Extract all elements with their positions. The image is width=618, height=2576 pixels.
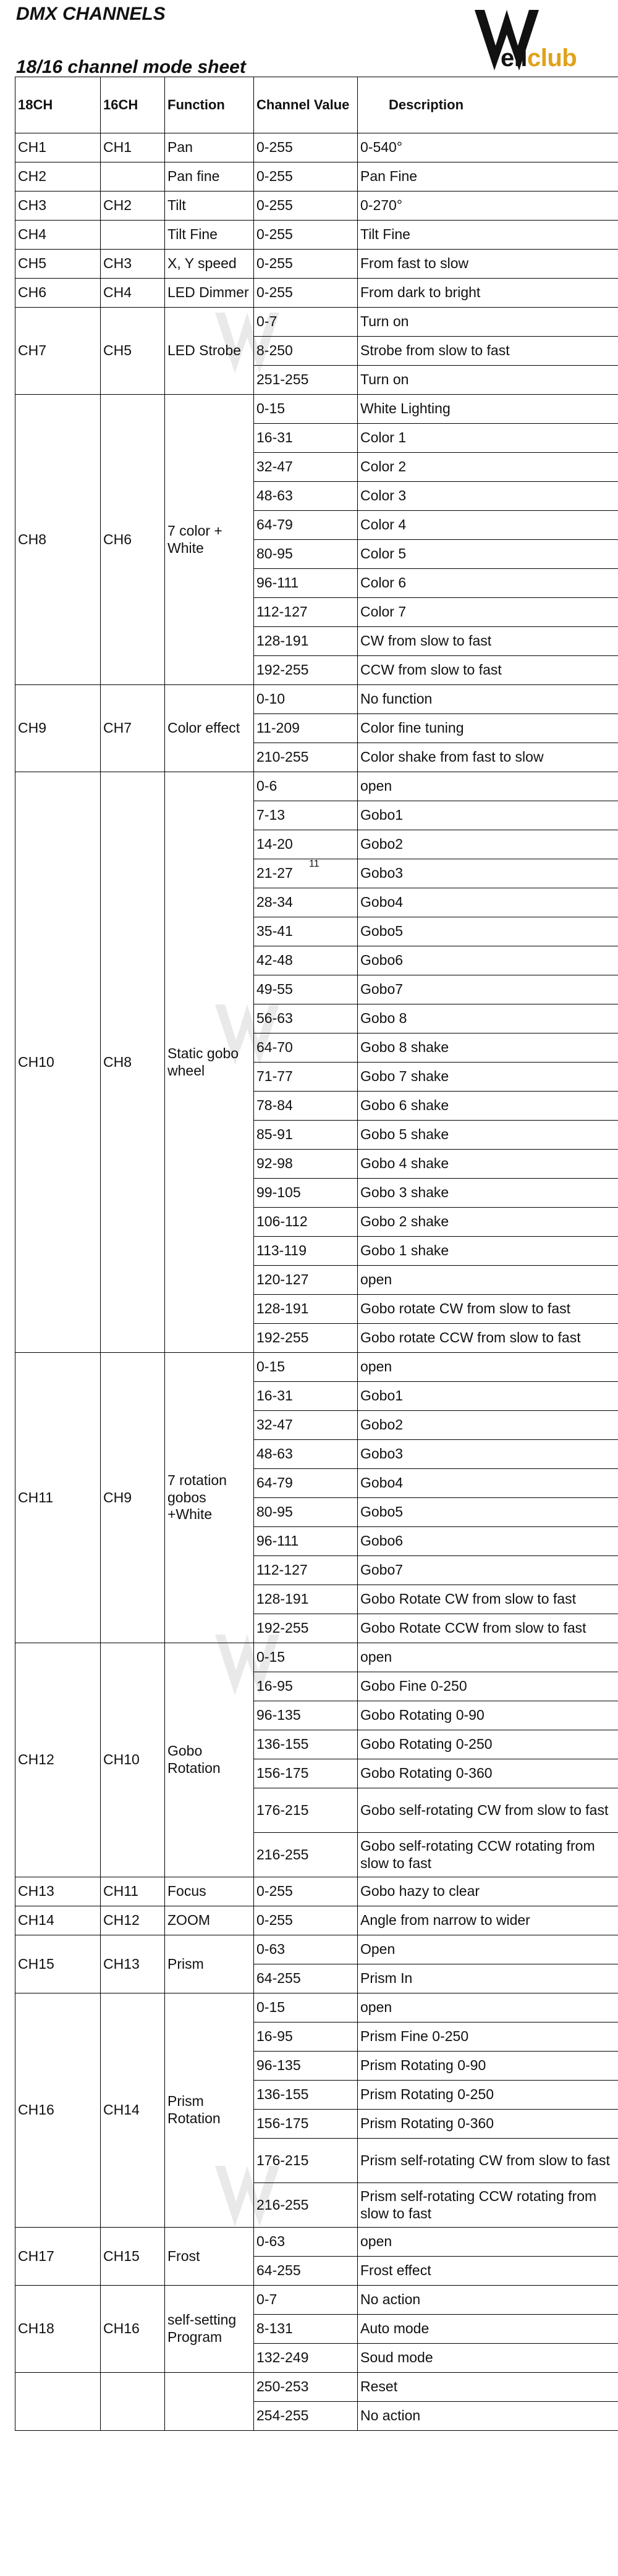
table-row <box>15 1877 618 1906</box>
cell-description: Turn on <box>358 308 618 337</box>
cell-18ch: CH7 <box>15 308 101 395</box>
cell-description: Gobo 7 shake <box>358 1063 618 1092</box>
cell-channel-value: 64-255 <box>254 2257 358 2286</box>
cell-description: Prism In <box>358 1964 618 1993</box>
cell-18ch: CH10 <box>15 772 101 1353</box>
cell-channel-value: 0-7 <box>254 308 358 337</box>
cell-channel-value: 128-191 <box>254 1295 358 1324</box>
cell-description: Gobo Rotating 0-90 <box>358 1701 618 1730</box>
cell-channel-value: 0-255 <box>254 133 358 162</box>
col-header-18ch: 18CH <box>15 77 101 133</box>
cell-function: Gobo Rotation <box>165 1643 254 1877</box>
cell-description: Gobo rotate CW from slow to fast <box>358 1295 618 1324</box>
cell-description: Gobo 1 shake <box>358 1237 618 1266</box>
cell-description: Tilt Fine <box>358 221 618 250</box>
cell-function: 7 rotation gobos +White <box>165 1353 254 1643</box>
cell-channel-value: 132-249 <box>254 2344 358 2373</box>
cell-description: 0-540° <box>358 133 618 162</box>
cell-16ch: CH11 <box>101 1877 165 1906</box>
cell-channel-value: 64-79 <box>254 511 358 540</box>
cell-description: Gobo 6 shake <box>358 1092 618 1121</box>
cell-18ch: CH4 <box>15 221 101 250</box>
cell-channel-value: 192-255 <box>254 1324 358 1353</box>
cell-18ch: CH9 <box>15 685 101 772</box>
cell-description: open <box>358 772 618 801</box>
document-title: DMX CHANNELS <box>16 4 166 24</box>
cell-description: Gobo 3 shake <box>358 1179 618 1208</box>
cell-channel-value: 0-255 <box>254 221 358 250</box>
cell-description: Gobo2 <box>358 1411 618 1440</box>
cell-description: Gobo 8 <box>358 1004 618 1033</box>
cell-channel-value: 16-95 <box>254 2022 358 2052</box>
cell-18ch: CH18 <box>15 2286 101 2373</box>
cell-channel-value: 21-27 <box>254 859 358 888</box>
cell-channel-value: 136-155 <box>254 2081 358 2110</box>
cell-channel-value: 0-15 <box>254 1993 358 2022</box>
col-header-description: Description <box>358 77 618 133</box>
cell-16ch: CH8 <box>101 772 165 1353</box>
cell-description: Auto mode <box>358 2315 618 2344</box>
cell-function: Prism <box>165 1935 254 1993</box>
cell-function: Focus <box>165 1877 254 1906</box>
cell-description: From dark to bright <box>358 279 618 308</box>
cell-channel-value: 49-55 <box>254 975 358 1004</box>
cell-channel-value: 0-10 <box>254 685 358 714</box>
cell-description: Prism Rotating 0-250 <box>358 2081 618 2110</box>
cell-description: open <box>358 2228 618 2257</box>
cell-channel-value: 0-255 <box>254 1877 358 1906</box>
cell-18ch: CH5 <box>15 250 101 279</box>
cell-16ch <box>101 2373 165 2431</box>
cell-description: Reset <box>358 2373 618 2402</box>
cell-16ch: CH10 <box>101 1643 165 1877</box>
cell-channel-value: 112-127 <box>254 1556 358 1585</box>
cell-channel-value: 192-255 <box>254 656 358 685</box>
col-header-channel-value: Channel Value <box>254 77 358 133</box>
cell-description: Gobo Rotating 0-360 <box>358 1759 618 1788</box>
cell-channel-value: 192-255 <box>254 1614 358 1643</box>
cell-description: Gobo2 <box>358 830 618 859</box>
cell-18ch: CH1 <box>15 133 101 162</box>
cell-description: CCW from slow to fast <box>358 656 618 685</box>
cell-description: Prism Rotating 0-360 <box>358 2110 618 2139</box>
cell-16ch: CH5 <box>101 308 165 395</box>
table-row <box>15 221 618 250</box>
cell-description: Angle from narrow to wider <box>358 1906 618 1935</box>
table-row <box>15 772 618 801</box>
cell-channel-value: 64-79 <box>254 1469 358 1498</box>
cell-function: 7 color + White <box>165 395 254 685</box>
cell-channel-value: 16-31 <box>254 424 358 453</box>
cell-description: Color 1 <box>358 424 618 453</box>
cell-channel-value: 80-95 <box>254 1498 358 1527</box>
cell-16ch: CH13 <box>101 1935 165 1993</box>
cell-channel-value: 216-255 <box>254 1833 358 1877</box>
cell-function: X, Y speed <box>165 250 254 279</box>
cell-channel-value: 0-15 <box>254 1643 358 1672</box>
cell-description: Gobo6 <box>358 1527 618 1556</box>
cell-channel-value: 0-15 <box>254 395 358 424</box>
cell-description: Color shake from fast to slow <box>358 743 618 772</box>
table-row <box>15 685 618 714</box>
dmx-channel-table <box>15 77 618 2431</box>
cell-channel-value: 156-175 <box>254 2110 358 2139</box>
cell-18ch <box>15 2373 101 2431</box>
cell-channel-value: 254-255 <box>254 2402 358 2431</box>
cell-channel-value: 0-6 <box>254 772 358 801</box>
table-row <box>15 395 618 424</box>
cell-channel-value: 35-41 <box>254 917 358 946</box>
cell-18ch: CH12 <box>15 1643 101 1877</box>
document-subtitle: 18/16 channel mode sheet <box>16 57 246 77</box>
cell-description: Gobo hazy to clear <box>358 1877 618 1906</box>
cell-channel-value: 176-215 <box>254 2139 358 2183</box>
col-header-16ch: 16CH <box>101 77 165 133</box>
cell-16ch: CH4 <box>101 279 165 308</box>
table-row <box>15 1935 618 1964</box>
cell-channel-value: 128-191 <box>254 1585 358 1614</box>
cell-function: LED Dimmer <box>165 279 254 308</box>
cell-function: Prism Rotation <box>165 1993 254 2228</box>
cell-description: Gobo7 <box>358 1556 618 1585</box>
cell-function: Frost <box>165 2228 254 2286</box>
cell-channel-value: 0-255 <box>254 1906 358 1935</box>
cell-description: Gobo self-rotating CW from slow to fast <box>358 1788 618 1833</box>
brand-logo <box>470 6 618 74</box>
cell-channel-value: 64-70 <box>254 1033 358 1063</box>
cell-description: Gobo1 <box>358 801 618 830</box>
cell-channel-value: 32-47 <box>254 1411 358 1440</box>
cell-description: Gobo5 <box>358 1498 618 1527</box>
cell-channel-value: 96-111 <box>254 1527 358 1556</box>
cell-description: Gobo 2 shake <box>358 1208 618 1237</box>
cell-channel-value: 14-20 <box>254 830 358 859</box>
cell-function: Static gobo wheel <box>165 772 254 1353</box>
cell-channel-value: 0-7 <box>254 2286 358 2315</box>
table-row <box>15 308 618 337</box>
cell-channel-value: 0-255 <box>254 162 358 192</box>
cell-channel-value: 112-127 <box>254 598 358 627</box>
cell-16ch <box>101 162 165 192</box>
cell-channel-value: 96-111 <box>254 569 358 598</box>
table-header-row <box>15 77 618 133</box>
cell-channel-value: 16-95 <box>254 1672 358 1701</box>
cell-channel-value: 0-255 <box>254 250 358 279</box>
cell-description: Gobo4 <box>358 888 618 917</box>
cell-description: Gobo 5 shake <box>358 1121 618 1150</box>
cell-function: self-setting Program <box>165 2286 254 2373</box>
table-row <box>15 1993 618 2022</box>
cell-description: Gobo Rotate CW from slow to fast <box>358 1585 618 1614</box>
cell-description: Gobo1 <box>358 1382 618 1411</box>
cell-18ch: CH8 <box>15 395 101 685</box>
cell-channel-value: 0-255 <box>254 192 358 221</box>
cell-18ch: CH6 <box>15 279 101 308</box>
cell-channel-value: 32-47 <box>254 453 358 482</box>
cell-description: Gobo Rotating 0-250 <box>358 1730 618 1759</box>
cell-channel-value: 250-253 <box>254 2373 358 2402</box>
cell-channel-value: 80-95 <box>254 540 358 569</box>
cell-description: open <box>358 1266 618 1295</box>
cell-channel-value: 0-255 <box>254 279 358 308</box>
cell-description: Color 7 <box>358 598 618 627</box>
cell-description: Open <box>358 1935 618 1964</box>
cell-channel-value: 176-215 <box>254 1788 358 1833</box>
cell-channel-value: 11-209 <box>254 714 358 743</box>
cell-16ch: CH15 <box>101 2228 165 2286</box>
cell-channel-value: 113-119 <box>254 1237 358 1266</box>
table-row <box>15 250 618 279</box>
cell-description: Gobo6 <box>358 946 618 975</box>
cell-18ch: CH17 <box>15 2228 101 2286</box>
cell-description: Gobo self-rotating CCW rotating from slow to fast <box>358 1833 618 1877</box>
cell-description: 0-270° <box>358 192 618 221</box>
table-row <box>15 2373 618 2402</box>
cell-description: Prism Rotating 0-90 <box>358 2052 618 2081</box>
cell-16ch: CH7 <box>101 685 165 772</box>
cell-description: Strobe from slow to fast <box>358 337 618 366</box>
cell-description: White Lighting <box>358 395 618 424</box>
cell-channel-value: 48-63 <box>254 1440 358 1469</box>
cell-18ch: CH13 <box>15 1877 101 1906</box>
table-row <box>15 1353 618 1382</box>
cell-channel-value: 106-112 <box>254 1208 358 1237</box>
cell-16ch: CH6 <box>101 395 165 685</box>
cell-function: Color effect <box>165 685 254 772</box>
cell-channel-value: 136-155 <box>254 1730 358 1759</box>
cell-function: Tilt <box>165 192 254 221</box>
cell-description: Gobo rotate CCW from slow to fast <box>358 1324 618 1353</box>
cell-function <box>165 2373 254 2431</box>
cell-channel-value: 56-63 <box>254 1004 358 1033</box>
cell-description: Gobo7 <box>358 975 618 1004</box>
cell-function: Tilt Fine <box>165 221 254 250</box>
cell-description: Gobo4 <box>358 1469 618 1498</box>
table-row <box>15 1906 618 1935</box>
cell-channel-value: 251-255 <box>254 366 358 395</box>
cell-16ch: CH12 <box>101 1906 165 1935</box>
table-body <box>15 133 618 2431</box>
col-header-function: Function <box>165 77 254 133</box>
cell-description: Gobo Fine 0-250 <box>358 1672 618 1701</box>
cell-channel-value: 0-15 <box>254 1353 358 1382</box>
cell-channel-value: 78-84 <box>254 1092 358 1121</box>
cell-channel-value: 16-31 <box>254 1382 358 1411</box>
cell-description: Gobo5 <box>358 917 618 946</box>
cell-channel-value: 0-63 <box>254 1935 358 1964</box>
table-row <box>15 279 618 308</box>
table-row <box>15 162 618 192</box>
cell-description: open <box>358 1353 618 1382</box>
table-row <box>15 133 618 162</box>
cell-description: open <box>358 1643 618 1672</box>
cell-description: No action <box>358 2402 618 2431</box>
cell-description: Frost effect <box>358 2257 618 2286</box>
cell-description: Color 2 <box>358 453 618 482</box>
cell-channel-value: 0-63 <box>254 2228 358 2257</box>
cell-channel-value: 85-91 <box>254 1121 358 1150</box>
cell-channel-value: 71-77 <box>254 1063 358 1092</box>
cell-description: Prism Fine 0-250 <box>358 2022 618 2052</box>
cell-channel-value: 8-250 <box>254 337 358 366</box>
cell-description: Color 6 <box>358 569 618 598</box>
cell-channel-value: 8-131 <box>254 2315 358 2344</box>
cell-channel-value: 99-105 <box>254 1179 358 1208</box>
cell-channel-value: 92-98 <box>254 1150 358 1179</box>
table-row <box>15 2286 618 2315</box>
cell-channel-value: 48-63 <box>254 482 358 511</box>
cell-18ch: CH2 <box>15 162 101 192</box>
cell-description: Pan Fine <box>358 162 618 192</box>
cell-description: Color 5 <box>358 540 618 569</box>
cell-description: From fast to slow <box>358 250 618 279</box>
cell-channel-value: 210-255 <box>254 743 358 772</box>
cell-description: Turn on <box>358 366 618 395</box>
cell-function: Pan fine <box>165 162 254 192</box>
cell-channel-value: 128-191 <box>254 627 358 656</box>
cell-description: Gobo3 <box>358 859 618 888</box>
cell-description: No action <box>358 2286 618 2315</box>
cell-18ch: CH11 <box>15 1353 101 1643</box>
cell-description: Color 4 <box>358 511 618 540</box>
cell-16ch: CH2 <box>101 192 165 221</box>
cell-channel-value: 120-127 <box>254 1266 358 1295</box>
cell-16ch: CH1 <box>101 133 165 162</box>
cell-channel-value: 96-135 <box>254 2052 358 2081</box>
cell-description: No function <box>358 685 618 714</box>
cell-description: Color 3 <box>358 482 618 511</box>
cell-16ch: CH3 <box>101 250 165 279</box>
stray-superscript: 11 <box>309 859 320 869</box>
cell-description: Gobo 4 shake <box>358 1150 618 1179</box>
cell-channel-value: 64-255 <box>254 1964 358 1993</box>
table-row <box>15 2228 618 2257</box>
cell-16ch <box>101 221 165 250</box>
cell-16ch: CH9 <box>101 1353 165 1643</box>
cell-description: Soud mode <box>358 2344 618 2373</box>
cell-16ch: CH16 <box>101 2286 165 2373</box>
cell-description: CW from slow to fast <box>358 627 618 656</box>
cell-16ch: CH14 <box>101 1993 165 2228</box>
cell-channel-value: 156-175 <box>254 1759 358 1788</box>
cell-description: Prism self-rotating CCW rotating from slow to fast <box>358 2183 618 2228</box>
cell-description: Prism self-rotating CW from slow to fast <box>358 2139 618 2183</box>
cell-function: Pan <box>165 133 254 162</box>
cell-channel-value: 7-13 <box>254 801 358 830</box>
cell-description: Gobo Rotate CCW from slow to fast <box>358 1614 618 1643</box>
cell-function: LED Strobe <box>165 308 254 395</box>
cell-channel-value: 96-135 <box>254 1701 358 1730</box>
cell-description: Gobo 8 shake <box>358 1033 618 1063</box>
table-row <box>15 1643 618 1672</box>
cell-description: Gobo3 <box>358 1440 618 1469</box>
cell-18ch: CH15 <box>15 1935 101 1993</box>
cell-18ch: CH14 <box>15 1906 101 1935</box>
cell-18ch: CH16 <box>15 1993 101 2228</box>
logo-wordmark: ellclub <box>501 44 577 72</box>
cell-channel-value: 216-255 <box>254 2183 358 2228</box>
cell-channel-value: 28-34 <box>254 888 358 917</box>
cell-description: open <box>358 1993 618 2022</box>
table-row <box>15 192 618 221</box>
cell-description: Color fine tuning <box>358 714 618 743</box>
cell-function: ZOOM <box>165 1906 254 1935</box>
cell-18ch: CH3 <box>15 192 101 221</box>
cell-channel-value: 42-48 <box>254 946 358 975</box>
